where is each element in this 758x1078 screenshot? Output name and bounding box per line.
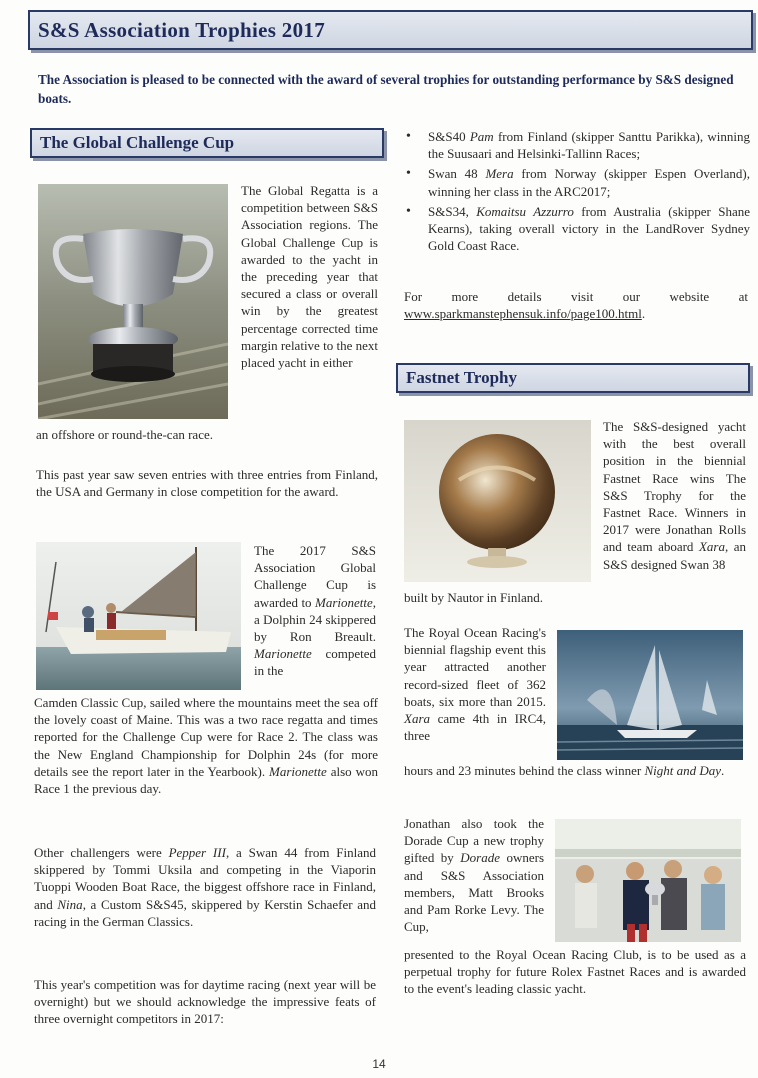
fastnet-trophy-photo	[404, 420, 591, 582]
section-heading-fastnet	[396, 363, 750, 393]
dorade-cup-presentation-photo	[555, 819, 741, 942]
winner-boat-name: Night and Day	[644, 763, 722, 778]
fastnet-paragraph-2: The Royal Ocean Racing's biennial flagship event this year attracted another record-sized fleet of 362 boats, six more than 2015. Xara came 4th in IRC4, three	[404, 625, 546, 744]
global-cup-paragraph-4: Other challengers were Pepper III, a Swan 44 from Finland skippered by Tommi Uksila and competing in the Viaporin Tuoppi Wooden Boat Race, the biggest offshore race in Finland, and Nina, a Custom S&S45, skippered by Kerstin Schaefer and racing in the German Classics.	[34, 845, 377, 929]
fastnet-paragraph-2-tail: hours and 23 minutes behind the class winner Night and Day.	[404, 763, 725, 778]
global-cup-paragraph-3-tail: Camden Classic Cup, sailed where the mountains meet the sea off the lovely coast of Maine. This was a two race regatta and times reported for the Challenge Cup were for Race 2. The class was the New England Championship for Dolphin 24s (for more details see the report later in the Yearbook). Marionette also won Race 1 the previous day.	[34, 695, 378, 797]
fastnet-paragraph-3-tail: presented to the Royal Ocean Racing Club, is to be used as a perpetual trophy for future Rolex Fastnet Races and is awarded to the event's leading classic yacht.	[404, 947, 746, 997]
boat-name: Marionette	[314, 594, 373, 610]
global-cup-paragraph-1: The Global Regatta is a competition between S&S Association regions. The Global Challenge Cup is awarded to the yacht in the preceding year that secured a class or overall win by the greatest percentage corrected time margin relative to the next placed yacht in either	[241, 183, 378, 371]
more-details-paragraph: For more details visit our website at www.sparkmanstephensuk.info/page100.html.	[404, 289, 748, 322]
fastnet-paragraph-3: Jonathan also took the Dorade Cup a new trophy gifted by Dorade owners and S&S Association members, Matt Brooks and Pam Rorke Levy. The Cup,	[404, 816, 544, 935]
fastnet-heading: Fastnet Trophy	[406, 368, 517, 387]
overnight-competitors-list	[402, 128, 750, 257]
page-title: S&S Association Trophies 2017	[38, 18, 326, 42]
boat-name: Xara	[404, 711, 430, 727]
intro-paragraph: The Association is pleased to be connected with the award of several trophies for outstanding performance by S&S designed boats.	[38, 72, 734, 106]
fastnet-paragraph-1-tail: built by Nautor in Finland.	[404, 590, 544, 605]
website-link[interactable]: www.sparkmanstephensuk.info/page100.html	[404, 306, 642, 322]
boat-name: Marionette	[269, 763, 327, 779]
fastnet-race-photo	[557, 630, 743, 760]
list-item: • S&S40 Pam from Finland (skipper Santtu Parikka), winning the Suusaari and Helsinki-Tallinn Races;	[402, 128, 750, 162]
fastnet-paragraph-1: The S&S-designed yacht with the best overall position in the biennial Fastnet Race wins The S&S Trophy for the Fastnet Race. Winners in 2017 were Jonathan Rolls and team aboard Xara, an S&S designed Swan 38	[603, 419, 746, 572]
list-item: • Swan 48 Mera from Norway (skipper Espen Overland), winning her class in the ARC2017;	[402, 165, 750, 199]
global-cup-paragraph-5: This year's competition was for daytime racing (next year will be overnight) but we should acknowledge the impressive feats of three overnight competitors in 2017:	[34, 977, 376, 1027]
list-item: • S&S34, Komaitsu Azzurro from Australia (skipper Shane Kearns), taking overall victory in the LandRover Sydney Gold Coast Race.	[402, 203, 750, 255]
boat-name: Marionette	[254, 646, 312, 662]
boat-name: Pepper III	[168, 845, 226, 860]
page-number: 14	[372, 1057, 386, 1071]
global-cup-paragraph-1-tail: an offshore or round-the-can race.	[36, 427, 213, 442]
global-cup-paragraph-3: The 2017 S&S Association Global Challenge Cup is awarded to Marionette, a Dolphin 24 skippered by Ron Breault. Marionette competed in the	[254, 543, 376, 679]
global-cup-paragraph-2: This past year saw seven entries with three entries from Finland, the USA and Germany in close competition for the award.	[36, 467, 378, 500]
section-heading-global-cup	[30, 128, 384, 158]
boat-name: Xara	[698, 539, 725, 555]
global-cup-trophy-photo	[38, 184, 228, 419]
marionette-sailboat-photo	[36, 542, 241, 690]
boat-name: Nina	[57, 896, 83, 912]
global-cup-heading: The Global Challenge Cup	[40, 133, 235, 152]
title-bar	[28, 10, 753, 50]
boat-name: Dorade	[460, 850, 500, 866]
